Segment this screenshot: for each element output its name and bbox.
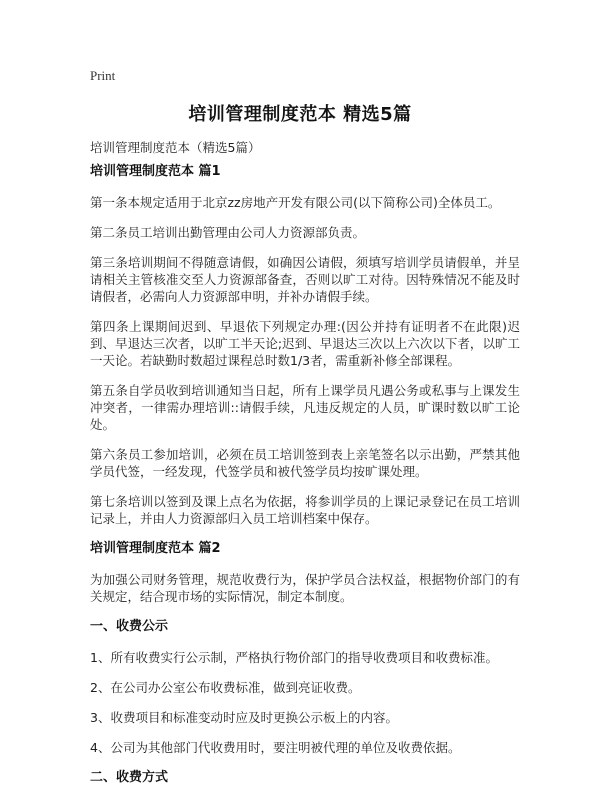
paragraph: 第五条自学员收到培训通知当日起，所有上课学员凡遇公务或私事与上课发生冲突者，一律需办理培训::请假手续，凡违反规定的人员，旷课时数以旷工论处。 — [90, 383, 520, 432]
document-title: 培训管理制度范本 精选5篇 — [188, 104, 412, 125]
subsection-heading: 一、收费公示 — [90, 619, 169, 634]
paragraph: 第三条培训期间不得随意请假，如确因公请假，须填写培训学员请假单，并呈请相关主管核准交至人力资源部备查，否则以旷工对待。因特殊情况不能及时请假者，必需向人力资源部申明，并补办请假手续。 — [90, 255, 520, 304]
document-subtitle: 培训管理制度范本（精选5篇） — [90, 140, 261, 155]
document-body — [90, 163, 520, 800]
paragraph: 第四条上课期间迟到、早退依下列规定办理:(因公并持有证明者不在此限)迟到、早退达三次者，以旷工半天论;迟到、早退达三次以上六次以下者，以旷工一天论。若缺勤时数超过课程总时数1/3者，需重新补修全部课程。 — [90, 319, 520, 368]
print-label: Print — [90, 68, 116, 83]
paragraph: 第七条培训以签到及课上点名为依据，将参训学员的上课记录登记在员工培训记录上，并由人力资源部归入员工培训档案中保存。 — [90, 494, 520, 526]
paragraph: 第六条员工参加培训，必须在员工培训签到表上亲笔签名以示出勤，严禁其他学员代签，一经发现，代签学员和被代签学员均按旷课处理。 — [90, 447, 520, 479]
subsection-heading: 二、收费方式 — [90, 770, 169, 785]
paragraph: 为加强公司财务管理，规范收费行为，保护学员合法权益，根据物价部门的有关规定，结合现市场的实际情况，制定本制度。 — [90, 572, 520, 604]
list-item: 4、公司为其他部门代收费用时，要注明被代理的单位及收费依据。 — [90, 740, 461, 755]
section-heading: 培训管理制度范本 篇1 — [90, 164, 221, 179]
list-item: 2、在公司办公室公布收费标准，做到亮证收费。 — [90, 680, 361, 695]
section-heading: 培训管理制度范本 篇2 — [90, 541, 221, 556]
list-item: 3、收费项目和标准变动时应及时更换公示板上的内容。 — [90, 710, 398, 725]
paragraph: 第二条员工培训出勤管理由公司人力资源部负责。 — [90, 225, 366, 240]
paragraph: 第一条本规定适用于北京zz房地产开发有限公司(以下简称公司)全体员工。 — [90, 195, 501, 210]
list-item: 1、所有收费实行公示制，严格执行物价部门的指导收费项目和收费标准。 — [90, 650, 498, 665]
